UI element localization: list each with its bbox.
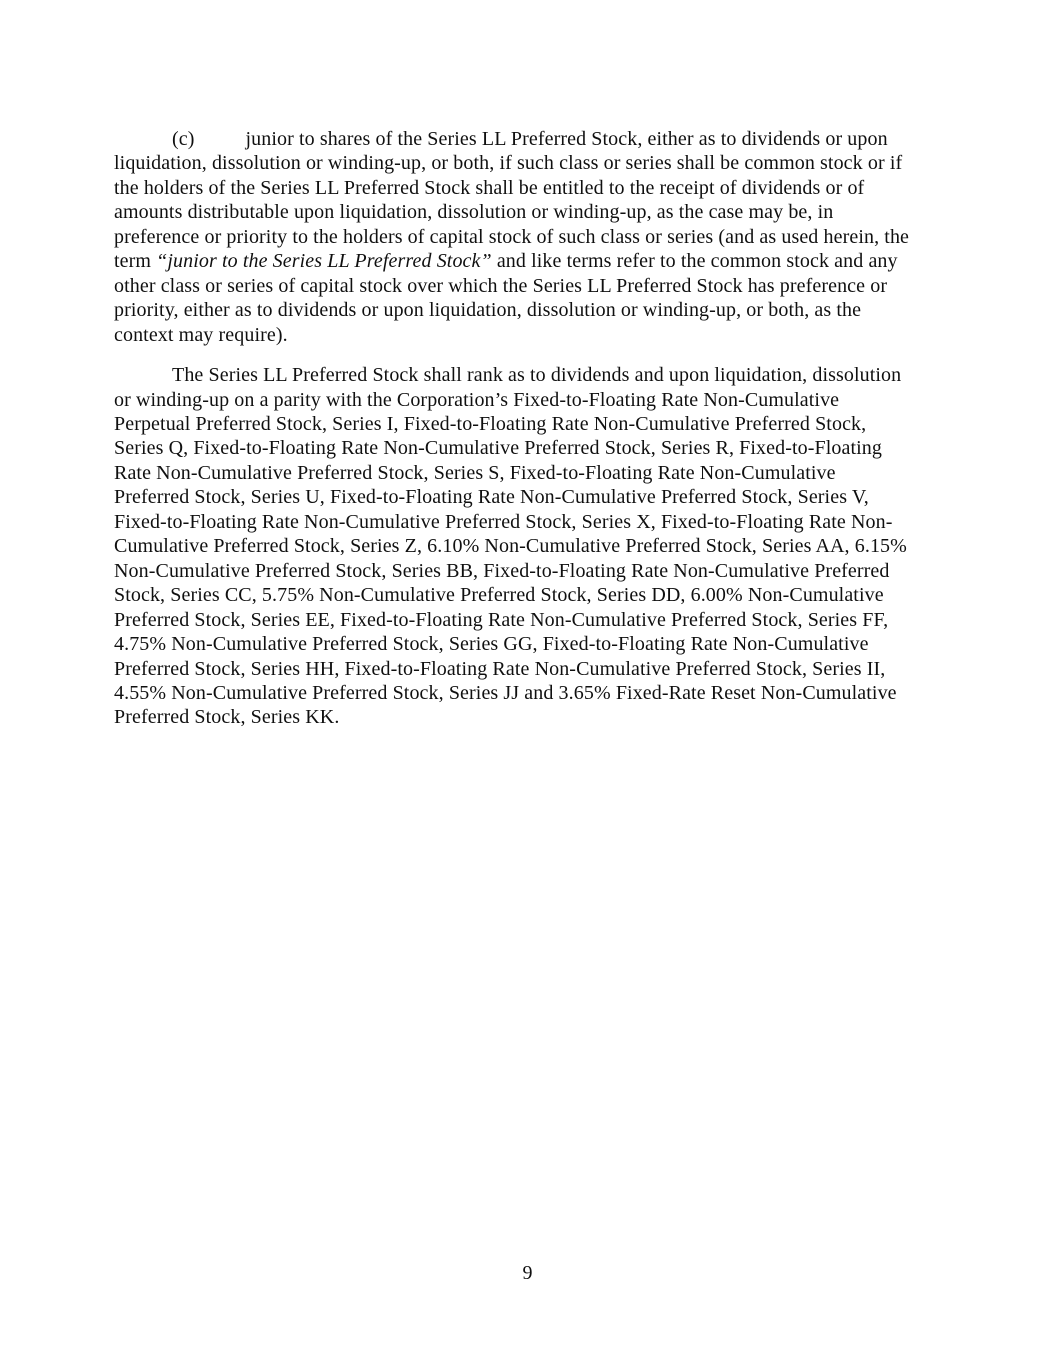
text-line: Rate Non-Cumulative Preferred Stock, Series S, Fixed-to-Floating Rate Non-Cumulative (114, 461, 836, 484)
text-line: Fixed-to-Floating Rate Non-Cumulative Preferred Stock, Series X, Fixed-to-Floating Rate Non- (114, 510, 893, 533)
text-line: the holders of the Series LL Preferred Stock shall be entitled to the receipt of dividends or of (114, 176, 865, 199)
text-line: 4.75% Non-Cumulative Preferred Stock, Series GG, Fixed-to-Floating Rate Non-Cumulative (114, 633, 869, 656)
text-line: or winding-up on a parity with the Corporation’s Fixed-to-Floating Rate Non-Cumulative (114, 388, 840, 411)
text-line: other class or series of capital stock over which the Series LL Preferred Stock has preference or (114, 274, 888, 297)
text-segment: and like terms refer to the common stock and any (491, 250, 898, 273)
text-line: context may require). (114, 323, 288, 346)
text-line (114, 249, 959, 273)
page-number: 9 (522, 1262, 533, 1284)
paragraph-c (114, 127, 959, 347)
text-line: Preferred Stock, Series KK. (114, 706, 340, 729)
text-line: Series Q, Fixed-to-Floating Rate Non-Cumulative Preferred Stock, Series R, Fixed-to-Floating (114, 437, 882, 460)
text-line: Preferred Stock, Series HH, Fixed-to-Floating Rate Non-Cumulative Preferred Stock, Series II, (114, 657, 886, 680)
text-line: preference or priority to the holders of capital stock of such class or series (and as used herein, the (114, 225, 910, 248)
text-segment: term (114, 250, 157, 273)
defined-term-italic: “junior to the Series LL Preferred Stock” (156, 250, 492, 273)
text-line: The Series LL Preferred Stock shall rank as to dividends and upon liquidation, dissolution (172, 364, 902, 387)
text-line: 4.55% Non-Cumulative Preferred Stock, Series JJ and 3.65% Fixed-Rate Reset Non-Cumulative (114, 681, 897, 704)
text-line: liquidation, dissolution or winding-up, or both, if such class or series shall be common stock or if (114, 152, 903, 175)
paragraph-ranking (114, 363, 959, 730)
text-line: Non-Cumulative Preferred Stock, Series BB, Fixed-to-Floating Rate Non-Cumulative Preferred (114, 559, 890, 582)
text-line: Perpetual Preferred Stock, Series I, Fixed-to-Floating Rate Non-Cumulative Preferred Stock, (114, 412, 867, 435)
text-line: amounts distributable upon liquidation, dissolution or winding-up, as the case may be, in (114, 201, 834, 224)
text-line: Stock, Series CC, 5.75% Non-Cumulative Preferred Stock, Series DD, 6.00% Non-Cumulative (114, 584, 884, 607)
text-line: priority, either as to dividends or upon liquidation, dissolution or winding-up, or both, as the (114, 299, 862, 322)
text-line: Cumulative Preferred Stock, Series Z, 6.10% Non-Cumulative Preferred Stock, Series AA, 6.15% (114, 535, 907, 558)
text-line: Preferred Stock, Series EE, Fixed-to-Floating Rate Non-Cumulative Preferred Stock, Series FF, (114, 608, 889, 631)
text-line: Preferred Stock, Series U, Fixed-to-Floating Rate Non-Cumulative Preferred Stock, Series V, (114, 486, 869, 509)
document-body (114, 127, 959, 730)
text-line: (c) junior to shares of the Series LL Preferred Stock, either as to dividends or upon (172, 128, 888, 150)
